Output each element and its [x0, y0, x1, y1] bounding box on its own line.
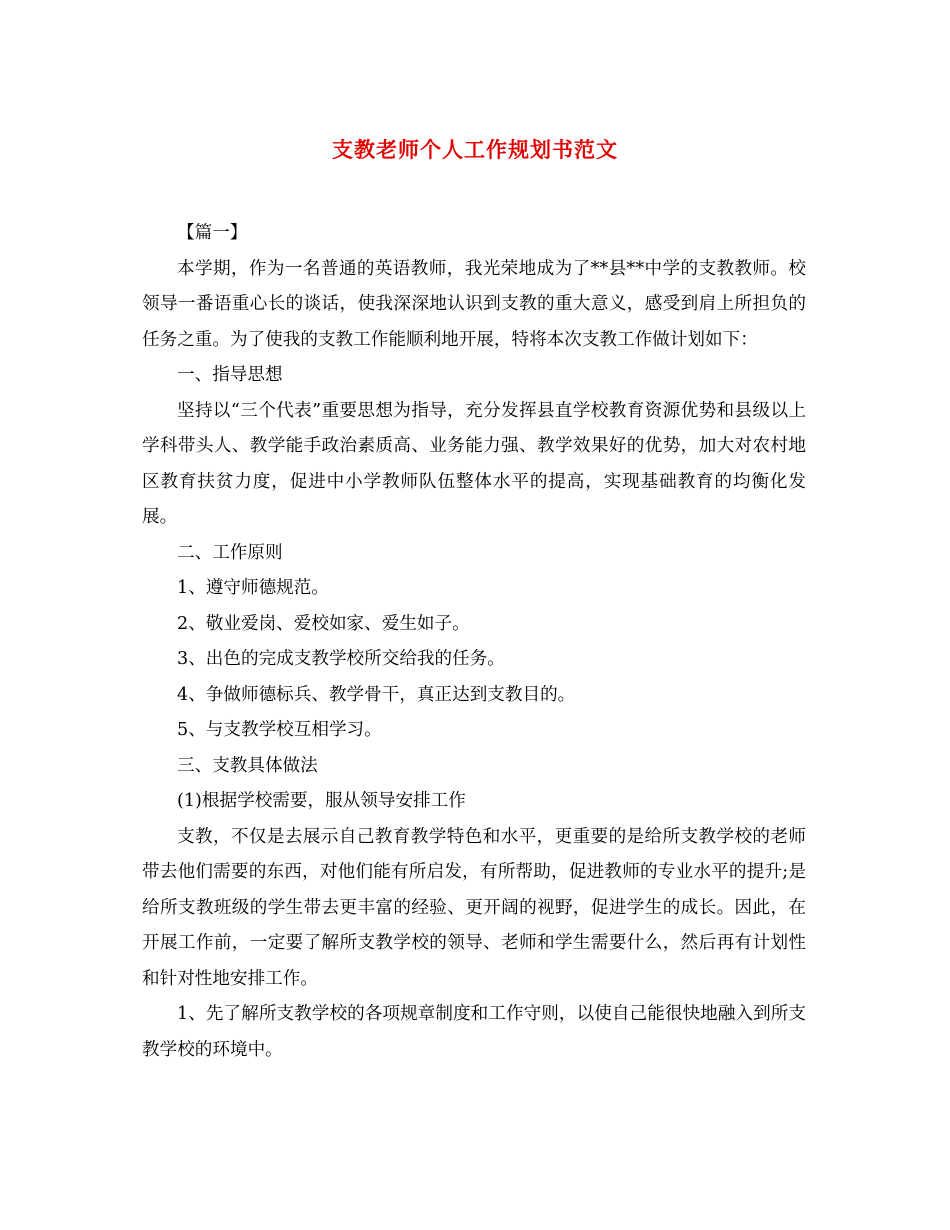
heading-guiding-thought: 一、指导思想 [177, 365, 283, 385]
principle-item: 5、与支教学校互相学习。 [177, 720, 382, 740]
document-title: 支教老师个人工作规划书范文 [332, 137, 618, 162]
heading-work-principles: 二、工作原则 [177, 542, 283, 563]
principle-item: 4、争做师德标兵、教学骨干，真正达到支教目的。 [177, 684, 576, 705]
principle-item: 3、出色的完成支教学校所交给我的任务。 [177, 649, 505, 669]
heading-specific-methods: 三、支教具体做法 [177, 755, 318, 776]
method-item: 1、先了解所支教学校的各项规章制度和工作守则，以使自己能很快地融入到所支教学校的环境中。 [142, 1004, 806, 1060]
subheading-method-1: (1)根据学校需要，服从领导安排工作 [177, 791, 466, 811]
document-body [142, 216, 806, 1068]
guiding-thought-paragraph: 坚持以“三个代表”重要思想为指导，充分发挥县直学校教育资源优势和县级以上学科带头人、教学能手政治素质高、业务能力强、教学效果好的优势，加大对农村地区教育扶贫力度，促进中小学教师队伍整体水平的提高，实现基础教育的均衡化发展。 [142, 400, 806, 527]
section-label: 【篇一】 [177, 223, 248, 243]
intro-paragraph: 本学期，作为一名普通的英语教师，我光荣地成为了**县**中学的支教教师。校领导一番语重心长的谈话，使我深深地认识到支教的重大意义，感受到肩上所担负的任务之重。为了使我的支教工作能顺利地开展，特将本次支教工作做计划如下： [142, 258, 806, 350]
method-paragraph: 支教，不仅是去展示自己教育教学特色和水平，更重要的是给所支教学校的老师带去他们需要的东西，对他们能有所启发，有所帮助，促进教师的专业水平的提升;是给所支教班级的学生带去更丰富的经验、更开阔的视野，促进学生的成长。因此，在开展工作前，一定要了解所支教学校的领导、老师和学生需要什么，然后再有计划性和针对性地安排工作。 [142, 826, 806, 989]
principle-item: 1、遵守师德规范。 [177, 578, 329, 598]
principle-item: 2、敬业爱岗、爱校如家、爱生如子。 [177, 613, 470, 634]
